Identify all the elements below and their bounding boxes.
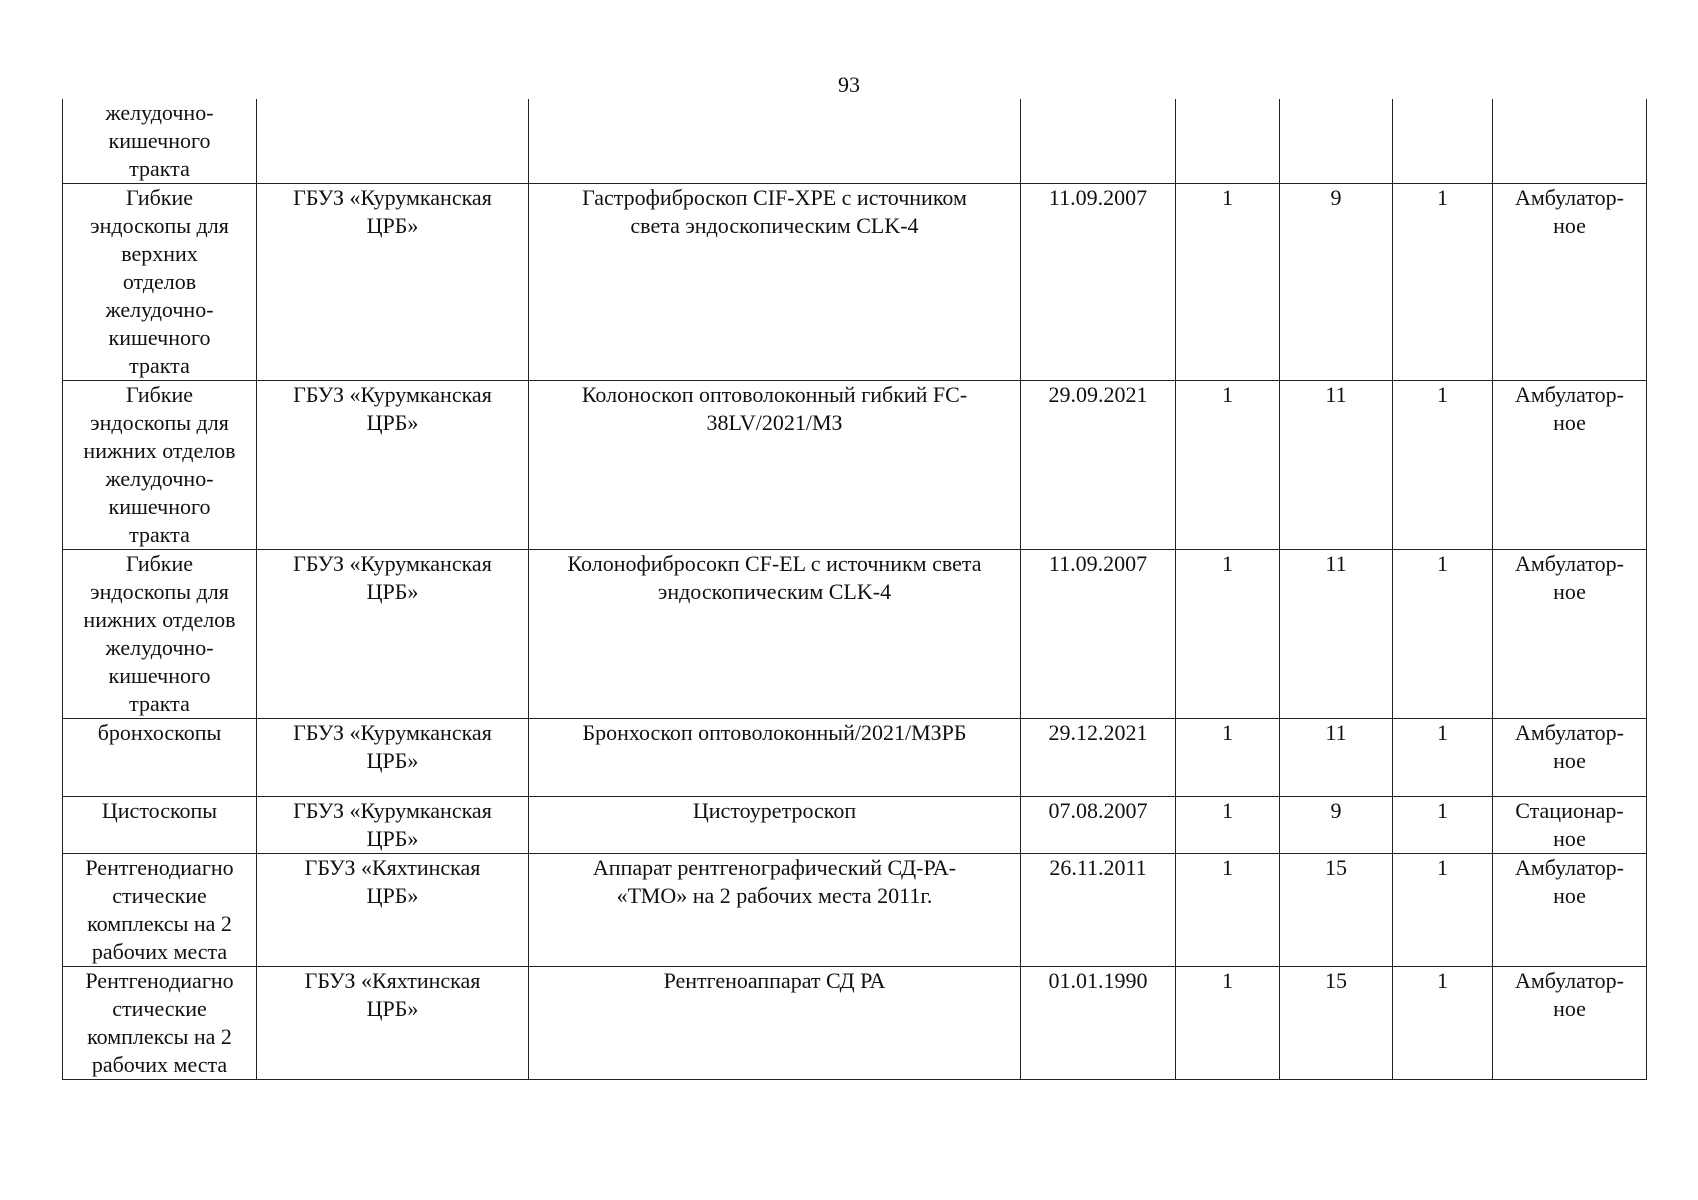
table-row — [63, 381, 1647, 550]
equipment-name-text: Цистоуретроскоп — [692, 798, 857, 823]
count-cell — [1393, 99, 1493, 184]
table-row — [63, 184, 1647, 381]
date-cell — [1021, 854, 1176, 967]
equipment-table — [62, 99, 1647, 1080]
date-cell — [1021, 797, 1176, 854]
equipment-type-cell — [63, 719, 257, 797]
count-cell — [1393, 550, 1493, 719]
count-text: 1 — [1437, 185, 1448, 210]
equipment-name-cell — [529, 99, 1021, 184]
quantity-cell — [1176, 967, 1280, 1080]
quantity-cell — [1176, 381, 1280, 550]
count-text: 1 — [1437, 720, 1448, 745]
condition-text: Амбулатор- ное — [1514, 551, 1625, 604]
years-text: 15 — [1325, 855, 1347, 880]
equipment-name-text: Гастрофиброскоп CIF-XPE с источником света эндоскопическим CLK-4 — [582, 185, 967, 238]
organization-text: ГБУЗ «Курумканская ЦРБ» — [293, 720, 492, 773]
quantity-text: 1 — [1222, 720, 1233, 745]
condition-cell — [1493, 99, 1647, 184]
equipment-type-cell — [63, 184, 257, 381]
date-cell — [1021, 184, 1176, 381]
condition-cell — [1493, 797, 1647, 854]
quantity-text: 1 — [1222, 968, 1233, 993]
equipment-type-text: желудочно- кишечного тракта — [105, 100, 214, 181]
equipment-type-text: бронхоскопы — [97, 720, 222, 745]
count-text: 1 — [1437, 855, 1448, 880]
quantity-text: 1 — [1222, 798, 1233, 823]
equipment-name-cell — [529, 797, 1021, 854]
years-text: 11 — [1325, 720, 1347, 745]
count-text: 1 — [1437, 798, 1448, 823]
organization-cell — [257, 550, 529, 719]
organization-text: ГБУЗ «Курумканская ЦРБ» — [293, 185, 492, 238]
organization-text: ГБУЗ «Курумканская ЦРБ» — [293, 551, 492, 604]
organization-cell — [257, 381, 529, 550]
count-text: 1 — [1437, 382, 1448, 407]
condition-text: Амбулатор- ное — [1514, 968, 1625, 1021]
equipment-type-text: Цистоскопы — [101, 798, 218, 823]
quantity-text: 1 — [1222, 185, 1233, 210]
organization-text: ГБУЗ «Кяхтинская ЦРБ» — [304, 968, 481, 1021]
equipment-name-text: Колонофибросокп CF-EL с источникм света эндоскопическим CLK-4 — [567, 551, 982, 604]
equipment-type-text: Гибкие эндоскопы для нижних отделов желудочно- кишечного тракта — [83, 382, 236, 547]
equipment-name-cell — [529, 184, 1021, 381]
equipment-type-cell — [63, 967, 257, 1080]
years-text: 9 — [1330, 798, 1342, 823]
years-cell — [1280, 550, 1393, 719]
table-row — [63, 99, 1647, 184]
organization-cell — [257, 719, 529, 797]
quantity-cell — [1176, 797, 1280, 854]
condition-text: Амбулатор- ное — [1514, 185, 1625, 238]
years-cell — [1280, 797, 1393, 854]
quantity-text: 1 — [1222, 855, 1233, 880]
date-text: 11.09.2007 — [1048, 185, 1148, 210]
table-row — [63, 550, 1647, 719]
years-cell — [1280, 184, 1393, 381]
equipment-type-cell — [63, 99, 257, 184]
condition-text: Амбулатор- ное — [1514, 720, 1625, 773]
equipment-name-cell — [529, 719, 1021, 797]
equipment-type-cell — [63, 797, 257, 854]
date-text: 01.01.1990 — [1048, 968, 1148, 993]
equipment-name-cell — [529, 854, 1021, 967]
equipment-name-cell — [529, 967, 1021, 1080]
equipment-type-text: Рентгенодиагно стические комплексы на 2 рабочих места — [85, 855, 234, 964]
equipment-type-text: Рентгенодиагно стические комплексы на 2 рабочих места — [85, 968, 234, 1077]
date-text: 26.11.2011 — [1049, 855, 1147, 880]
date-cell — [1021, 99, 1176, 184]
years-cell — [1280, 967, 1393, 1080]
years-cell — [1280, 719, 1393, 797]
quantity-text: 1 — [1222, 551, 1233, 576]
condition-cell — [1493, 184, 1647, 381]
count-cell — [1393, 184, 1493, 381]
table-row — [63, 967, 1647, 1080]
condition-text: Амбулатор- ное — [1514, 855, 1625, 908]
date-cell — [1021, 967, 1176, 1080]
date-text: 29.12.2021 — [1048, 720, 1148, 745]
date-cell — [1021, 719, 1176, 797]
organization-text: ГБУЗ «Кяхтинская ЦРБ» — [304, 855, 481, 908]
equipment-name-text: Колоноскоп оптоволоконный гибкий FC- 38LV/2021/МЗ — [581, 382, 968, 435]
condition-text: Амбулатор- ное — [1514, 382, 1625, 435]
date-text: 11.09.2007 — [1048, 551, 1148, 576]
equipment-name-text: Рентгеноаппарат СД РА — [663, 968, 886, 993]
equipment-type-cell — [63, 381, 257, 550]
quantity-cell — [1176, 854, 1280, 967]
equipment-type-text: Гибкие эндоскопы для верхних отделов желудочно- кишечного тракта — [90, 185, 229, 378]
organization-cell — [257, 184, 529, 381]
count-cell — [1393, 967, 1493, 1080]
condition-cell — [1493, 719, 1647, 797]
quantity-cell — [1176, 99, 1280, 184]
condition-cell — [1493, 550, 1647, 719]
page-number: 93 — [838, 72, 860, 97]
organization-cell — [257, 99, 529, 184]
years-text: 11 — [1325, 382, 1347, 407]
organization-text: ГБУЗ «Курумканская ЦРБ» — [293, 382, 492, 435]
years-text: 11 — [1325, 551, 1347, 576]
quantity-text: 1 — [1222, 382, 1233, 407]
condition-cell — [1493, 967, 1647, 1080]
date-cell — [1021, 381, 1176, 550]
equipment-type-text: Гибкие эндоскопы для нижних отделов желудочно- кишечного тракта — [83, 551, 236, 716]
table-body — [63, 99, 1647, 1080]
quantity-cell — [1176, 184, 1280, 381]
count-cell — [1393, 719, 1493, 797]
organization-cell — [257, 854, 529, 967]
equipment-name-cell — [529, 550, 1021, 719]
quantity-cell — [1176, 550, 1280, 719]
table-row — [63, 797, 1647, 854]
date-text: 29.09.2021 — [1048, 382, 1148, 407]
count-text: 1 — [1437, 968, 1448, 993]
organization-cell — [257, 967, 529, 1080]
count-cell — [1393, 381, 1493, 550]
equipment-type-cell — [63, 550, 257, 719]
equipment-type-cell — [63, 854, 257, 967]
count-text: 1 — [1437, 551, 1448, 576]
organization-cell — [257, 797, 529, 854]
table-row — [63, 854, 1647, 967]
quantity-cell — [1176, 719, 1280, 797]
years-text: 15 — [1325, 968, 1347, 993]
years-cell — [1280, 99, 1393, 184]
condition-cell — [1493, 854, 1647, 967]
equipment-name-cell — [529, 381, 1021, 550]
date-cell — [1021, 550, 1176, 719]
count-cell — [1393, 797, 1493, 854]
count-cell — [1393, 854, 1493, 967]
table-row — [63, 719, 1647, 797]
date-text: 07.08.2007 — [1048, 798, 1148, 823]
condition-text: Стационар- ное — [1515, 798, 1624, 851]
years-cell — [1280, 381, 1393, 550]
equipment-name-text: Аппарат рентгенографический СД-РА- «ТМО» на 2 рабочих места 2011г. — [592, 855, 957, 908]
condition-cell — [1493, 381, 1647, 550]
organization-text: ГБУЗ «Курумканская ЦРБ» — [293, 798, 492, 851]
years-text: 9 — [1330, 185, 1342, 210]
equipment-name-text: Бронхоскоп оптоволоконный/2021/МЗРБ — [582, 720, 967, 745]
years-cell — [1280, 854, 1393, 967]
